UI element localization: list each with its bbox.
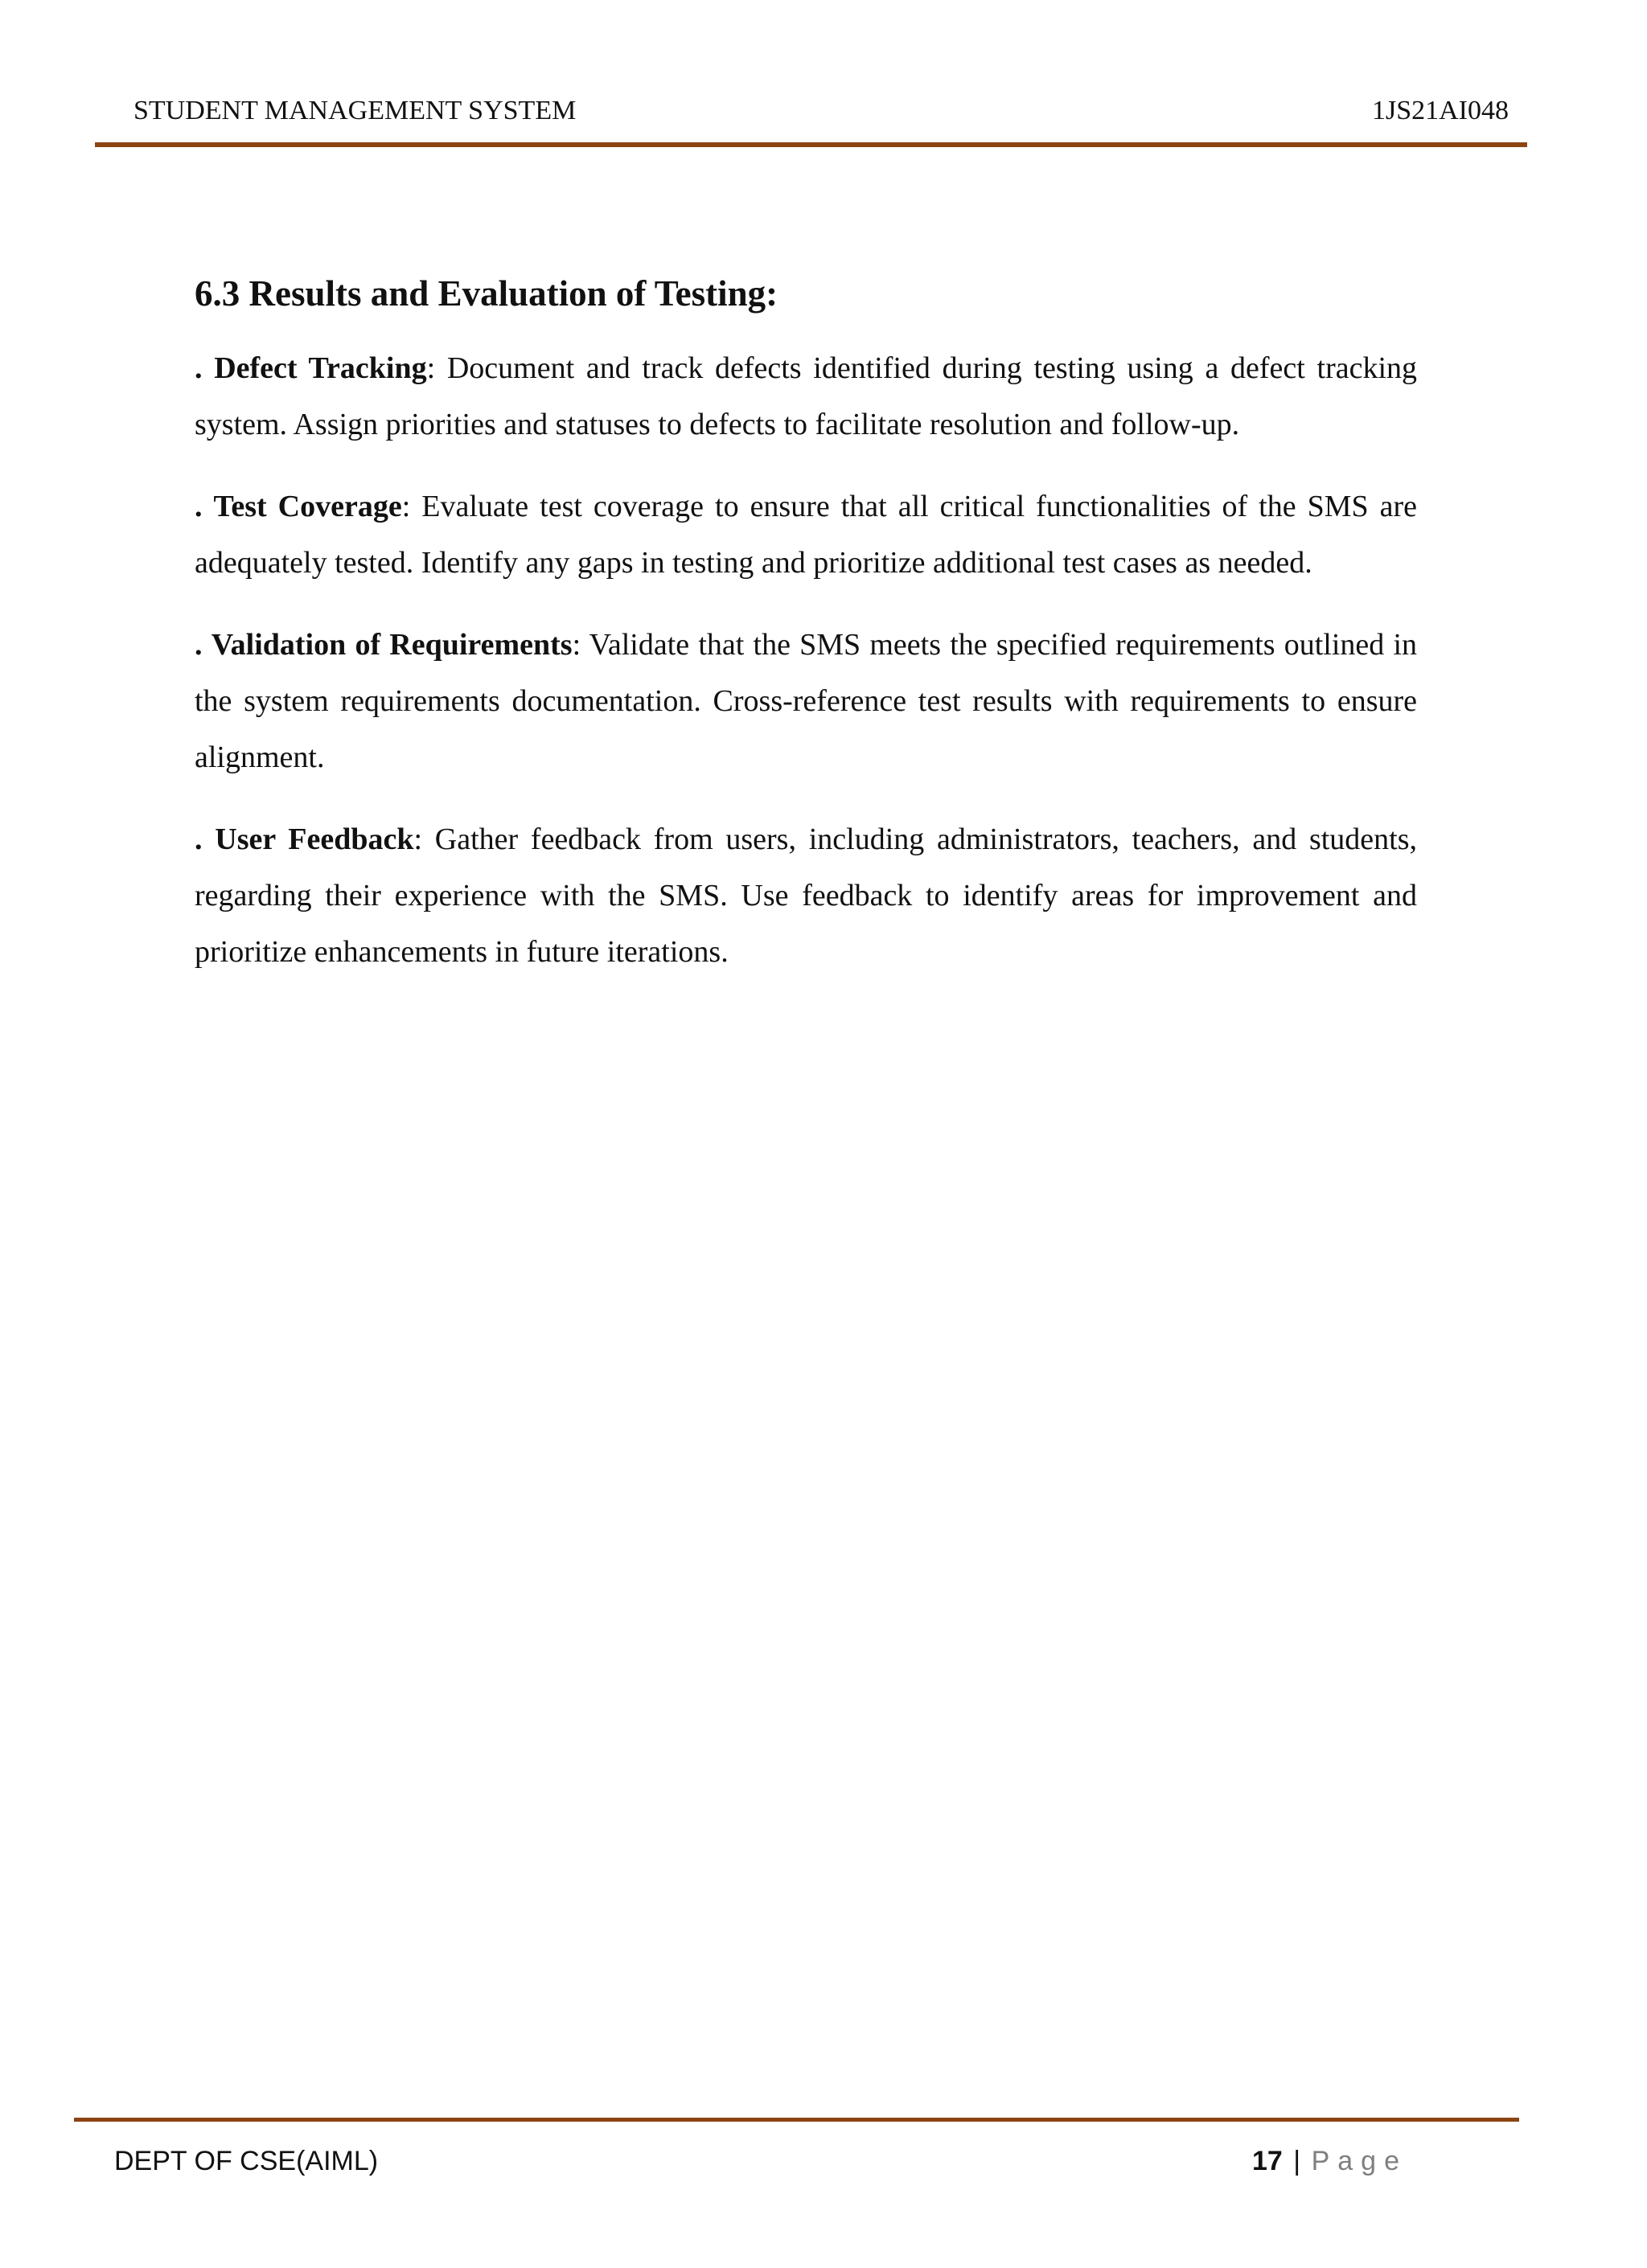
description-user-feedback: : Gather feedback from users, including administrators, teachers, and students, regarding their experience with the SMS. Use feedback to identify areas for improvement and prioritize enhancements in future iterations. [195,822,1418,969]
header-divider [95,142,1527,147]
term-validation-of-requirements: Validation of Requirements [211,628,573,662]
bullet-marker: . [195,351,203,385]
defect-tracking-paragraph [195,340,1417,453]
department-label: DEPT OF CSE(AIML) [114,2146,379,2176]
main-content [195,268,1417,1006]
test-coverage-paragraph [195,478,1417,591]
validation-paragraph [195,617,1417,785]
section-heading: 6.3 Results and Evaluation of Testing: [195,273,778,314]
user-feedback-paragraph [195,811,1417,980]
term-defect-tracking: Defect Tracking [214,351,427,385]
description-test-coverage: : Evaluate test coverage to ensure that all critical functionalities of the SMS are adequately tested. Identify any gaps in testing and prioritize additional test cases as needed. [195,490,1417,580]
description-defect-tracking: : Document and track defects identified during testing using a defect tracking system. Assign priorities and statuses to defects to facilitate resolution and follow-up. [195,351,1418,441]
term-test-coverage: Test Coverage [213,490,402,523]
page-label: Page [1311,2146,1407,2176]
document-title: STUDENT MANAGEMENT SYSTEM [133,96,577,125]
term-user-feedback: User Feedback [215,822,414,856]
page-separator: | [1293,2146,1301,2176]
page-number: 17 [1252,2146,1283,2176]
page-footer [114,2141,1407,2181]
bullet-marker: . [195,490,203,523]
bullet-marker: . [195,822,203,856]
page-indicator [1252,2141,1407,2181]
description-validation-of-requirements: : Validate that the SMS meets the specified requirements outlined in the system requirements documentation. Cross-reference test results with requirements to ensure alignment. [195,628,1418,774]
roll-number: 1JS21AI048 [1371,96,1509,125]
bullet-marker: . [195,628,203,662]
footer-divider [74,2118,1519,2122]
page-header [133,95,1509,127]
